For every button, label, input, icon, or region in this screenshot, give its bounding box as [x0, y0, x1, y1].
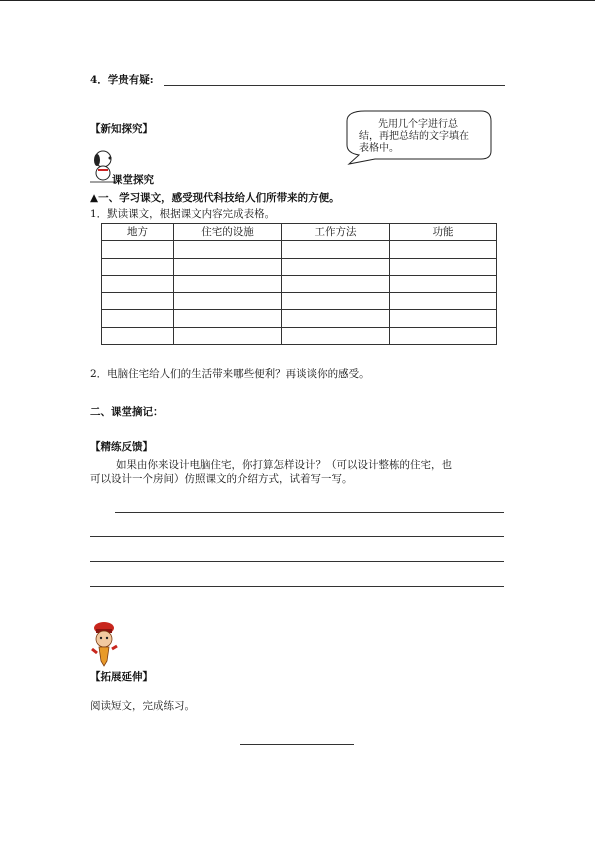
table-cell[interactable]	[102, 327, 174, 344]
table-cell[interactable]	[174, 293, 282, 310]
practice-title: 【精练反馈】	[90, 441, 153, 453]
table-cell[interactable]	[282, 310, 390, 327]
task1-instruction: 1．默读课文，根据课文内容完成表格。	[90, 208, 276, 220]
table-row	[102, 327, 497, 344]
table-cell[interactable]	[390, 293, 497, 310]
question-label: 4．学贵有疑:	[90, 74, 154, 86]
table-header-cell: 功能	[390, 224, 497, 241]
table-row	[102, 241, 497, 258]
writing-line-3[interactable]	[90, 561, 504, 562]
table-row	[102, 293, 497, 310]
table-cell[interactable]	[282, 327, 390, 344]
table-row	[102, 310, 497, 327]
table-header-cell: 工作方法	[282, 224, 390, 241]
title-blank-line[interactable]	[240, 744, 354, 745]
table-header-row	[102, 224, 497, 241]
table-cell[interactable]	[102, 258, 174, 275]
table-cell[interactable]	[174, 310, 282, 327]
bubble-text-line3: 表格中。	[359, 143, 399, 154]
writing-line-1[interactable]	[115, 512, 504, 513]
task1-heading: ▲一、学习课文，感受现代科技给人们所带来的方便。	[90, 192, 340, 204]
task2-question: 2．电脑住宅给人们的生活带来哪些便利？再谈谈你的感受。	[90, 368, 370, 380]
table-cell[interactable]	[102, 310, 174, 327]
table-cell[interactable]	[390, 310, 497, 327]
table-cell[interactable]	[390, 258, 497, 275]
extension-title: 【拓展延伸】	[90, 671, 153, 683]
table-cell[interactable]	[282, 293, 390, 310]
extension-instruction: 阅读短文，完成练习。	[90, 700, 195, 712]
info-table	[101, 223, 497, 345]
new-knowledge-title: 【新知探究】	[90, 123, 153, 135]
writing-line-4[interactable]	[90, 586, 504, 587]
practice-paragraph-line1: 如果由你来设计电脑住宅，你打算怎样设计？（可以设计整栋的住宅，也	[116, 459, 452, 471]
bubble-text-line1: 先用几个字进行总	[378, 119, 458, 130]
table-cell[interactable]	[390, 327, 497, 344]
top-border-line	[0, 0, 595, 1]
table-header-cell: 地方	[102, 224, 174, 241]
table-cell[interactable]	[102, 275, 174, 292]
question-answer-line[interactable]	[164, 85, 505, 86]
writing-line-2[interactable]	[90, 536, 504, 537]
table-cell[interactable]	[174, 258, 282, 275]
table-cell[interactable]	[282, 241, 390, 258]
table-header-cell: 住宅的设施	[174, 224, 282, 241]
pencil-mascot-icon	[88, 619, 122, 667]
table-row	[102, 275, 497, 292]
table-cell[interactable]	[282, 275, 390, 292]
table-cell[interactable]	[174, 327, 282, 344]
table-cell[interactable]	[174, 241, 282, 258]
table-cell[interactable]	[390, 241, 497, 258]
bubble-text-line2: 结，再把总结的文字填在	[359, 131, 469, 142]
class-notes-title: 二、课堂摘记：	[90, 406, 164, 418]
table-cell[interactable]	[174, 275, 282, 292]
practice-paragraph-line2: 可以设计一个房间）仿照课文的介绍方式，试着写一写。	[90, 473, 353, 485]
table-row	[102, 258, 497, 275]
class-explore-label: 课堂探究	[112, 174, 154, 186]
table-cell[interactable]	[390, 275, 497, 292]
table-cell[interactable]	[282, 258, 390, 275]
table-cell[interactable]	[102, 241, 174, 258]
table-cell[interactable]	[102, 293, 174, 310]
